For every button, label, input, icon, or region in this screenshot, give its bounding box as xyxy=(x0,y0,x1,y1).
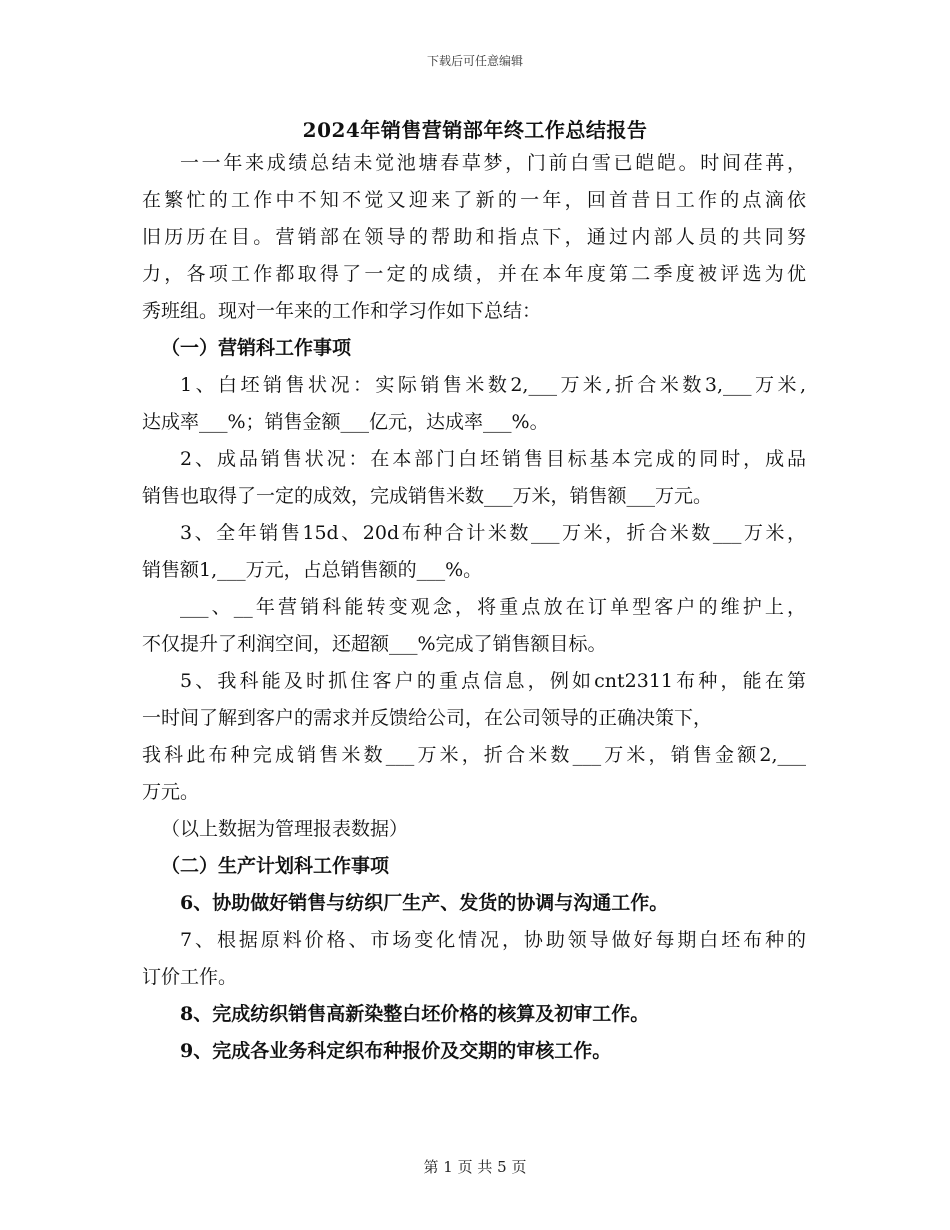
paragraph-item-3 xyxy=(142,518,806,592)
text-line: 一时间了解到客户的需求并反馈给公司，在公司领导的正确决策下， xyxy=(142,707,713,729)
text-line: 7、根据原料价格、市场变化情况，协助领导做好每期白坯布种的 xyxy=(180,929,806,951)
text-line: 在繁忙的工作中不知不觉又迎来了新的一年，回首昔日工作的点滴依 xyxy=(142,189,806,211)
text-line: 销售额1,___万元，占总销售额的___%。 xyxy=(142,559,483,581)
section-heading-production: （二）生产计划科工作事项 xyxy=(161,855,390,877)
paragraph-item-2 xyxy=(142,444,806,518)
intro-paragraph xyxy=(142,148,806,333)
text-line: 旧历历在目。营销部在领导的帮助和指点下，通过内部人员的共同努 xyxy=(142,226,806,248)
paragraph-item-8: 8、完成纺织销售高新染整白坯价格的核算及初审工作。 xyxy=(180,1003,650,1025)
paragraph-item-4 xyxy=(142,592,806,666)
paragraph-item-9: 9、完成各业务科定织布种报价及交期的审核工作。 xyxy=(180,1040,612,1062)
text-line: 一一年来成绩总结未觉池塘春草梦，门前白雪已皑皑。时间荏苒， xyxy=(180,152,806,174)
text-line: 万元。 xyxy=(142,781,200,803)
document-body xyxy=(142,148,806,1073)
paragraph-item-5 xyxy=(142,666,806,814)
document-title: 2024年销售营销部年终工作总结报告 xyxy=(302,118,648,142)
text-line: 5、我科能及时抓住客户的重点信息，例如cnt2311布种，能在第 xyxy=(180,670,806,692)
text-line: 销售也取得了一定的成效，完成销售米数___万米，销售额___万元。 xyxy=(142,485,713,507)
paragraph-item-6: 6、协助做好销售与纺织厂生产、发货的协调与沟通工作。 xyxy=(180,892,669,914)
paragraph-item-7 xyxy=(142,925,806,999)
page-footer: 第 1 页 共 5 页 xyxy=(423,1158,527,1176)
paragraph-item-1 xyxy=(142,370,806,444)
text-line: 不仅提升了利润空间，还超额___%完成了销售额目标。 xyxy=(142,633,607,655)
data-source-note: （以上数据为管理报表数据） xyxy=(161,818,409,840)
page-header: 下载后可任意编辑 xyxy=(426,54,523,68)
text-line: 秀班组。现对一年来的工作和学习作如下总结： xyxy=(142,300,542,322)
text-line: 力，各项工作都取得了一定的成绩，并在本年度第二季度被评选为优 xyxy=(142,263,806,285)
text-line: 1、白坯销售状况：实际销售米数2,___万米,折合米数3,___万米, xyxy=(180,374,806,396)
text-line: 订价工作。 xyxy=(142,966,238,988)
text-line: 3、全年销售15d、20d布种合计米数___万米，折合米数___万米， xyxy=(180,522,806,544)
text-line: 我科此布种完成销售米数___万米，折合米数___万米，销售金额2,___ xyxy=(142,744,806,766)
text-line: ___、__年营销科能转变观念，将重点放在订单型客户的维护上， xyxy=(180,596,806,618)
text-line: 达成率___%；销售金额___亿元，达成率___%。 xyxy=(142,411,549,433)
text-line: 2、成品销售状况：在本部门白坯销售目标基本完成的同时，成品 xyxy=(180,448,806,470)
section-heading-marketing: （一）营销科工作事项 xyxy=(161,337,352,359)
